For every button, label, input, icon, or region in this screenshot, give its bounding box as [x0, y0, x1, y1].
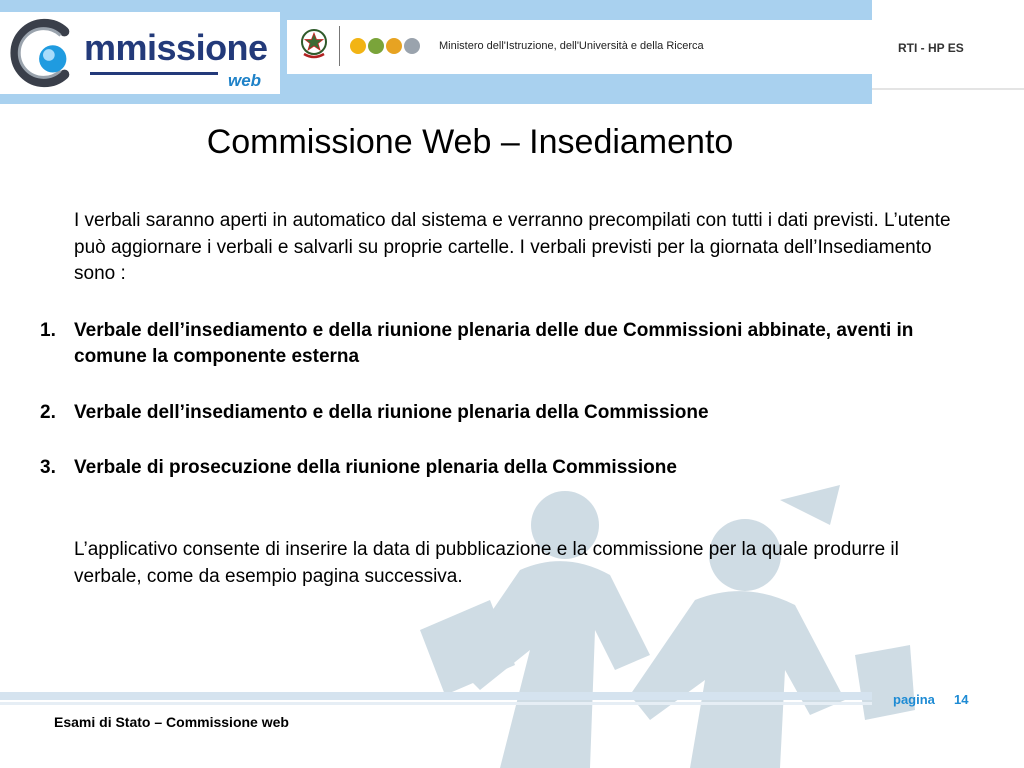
- list-item-number: 2.: [40, 402, 56, 423]
- italian-republic-emblem-icon: [299, 26, 329, 62]
- logo-subtitle: web: [228, 71, 262, 90]
- closing-paragraph: L’applicativo consente di inserire la data di pubblicazione e la commissione per la quale produrre il verbale, come da esempio pagina successiva.: [74, 539, 899, 587]
- header-shadow: [872, 88, 1024, 90]
- footer-title: Esami di Stato – Commissione web: [54, 714, 289, 730]
- ministry-banner: [287, 20, 872, 74]
- slide-title: Commissione Web – Insediamento: [206, 123, 734, 161]
- logo-underline: [90, 72, 218, 75]
- logo-wordmark: mmissione: [84, 27, 268, 68]
- page-label: pagina: [893, 692, 935, 707]
- intro-paragraph: I verbali saranno aperti in automatico dal sistema e verranno precompilati con tutti i dati previsti. L’utente può aggiornare i verbali e salvarli su proprie cartelle. I verbali previsti per la giornata dell’Insediamento sono :: [74, 210, 951, 284]
- miur-logo: [349, 34, 425, 58]
- corner-label: RTI - HP ES: [898, 41, 964, 55]
- footer-divider-thin: [0, 702, 872, 705]
- list-item-number: 1.: [40, 320, 56, 341]
- logo-c-ring-icon: [4, 14, 82, 92]
- list-item-text: Verbale dell’insediamento e della riunione plenaria delle due Commissioni abbinate, aventi in comune la componente esterna: [74, 320, 914, 367]
- footer-divider: [0, 692, 872, 700]
- ministry-name: Ministero dell'Istruzione, dell'Università e della Ricerca: [439, 40, 704, 52]
- commissione-web-logo: [0, 12, 280, 94]
- list-item-text: Verbale dell’insediamento e della riunione plenaria della Commissione: [74, 402, 709, 423]
- list-item-number: 3.: [40, 457, 56, 478]
- page-number: 14: [954, 692, 969, 707]
- students-watermark-icon: [400, 480, 920, 768]
- list-item-text: Verbale di prosecuzione della riunione plenaria della Commissione: [74, 457, 677, 478]
- emblem-divider: [339, 26, 340, 66]
